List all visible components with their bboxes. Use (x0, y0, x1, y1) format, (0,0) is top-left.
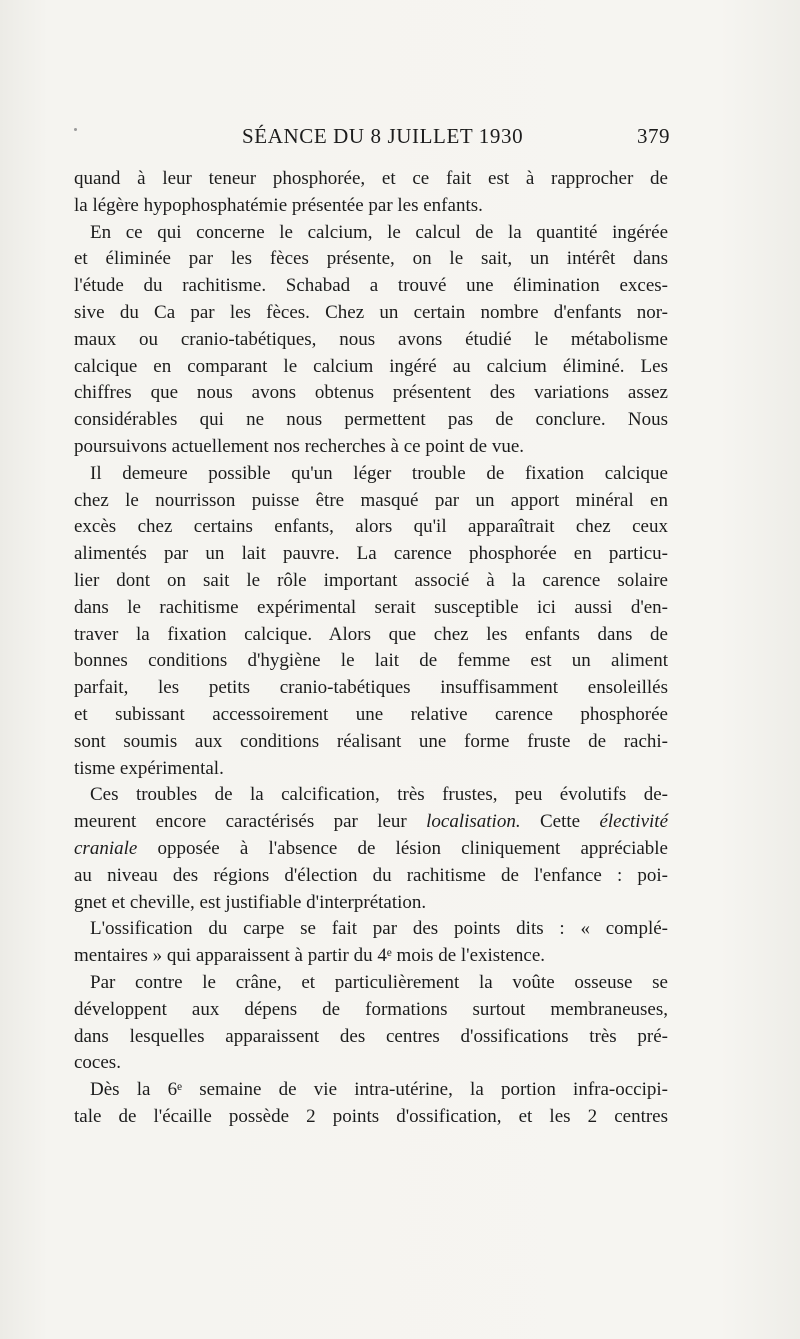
text-line (74, 595, 668, 622)
text-line (74, 220, 668, 247)
text-line (74, 1077, 668, 1104)
line-text: parfait, les petits cranio-tabétiques insuffisamment ensoleillés (74, 677, 668, 699)
line-text-after: opposée à l'absence de lésion cliniquement appréciable (137, 837, 668, 859)
text-line (74, 514, 668, 541)
running-title: SÉANCE DU 8 JUILLET 1930 (242, 124, 524, 148)
line-text: au niveau des régions d'élection du rachitisme de l'enfance : poi- (74, 864, 668, 886)
text-line (74, 809, 668, 836)
page-number: 379 (637, 124, 670, 148)
line-text: tale de l'écaille possède 2 points d'ossification, et les 2 centres (74, 1105, 668, 1127)
line-text: Il demeure possible qu'un léger trouble de fixation calcique (90, 462, 668, 484)
line-text: et subissant accessoirement une relative carence phosphorée (74, 703, 668, 725)
text-line (74, 434, 668, 461)
text-line (74, 327, 668, 354)
text-line (74, 890, 668, 917)
running-header (74, 124, 670, 154)
text-line (74, 568, 668, 595)
italic-term: craniale (74, 837, 138, 859)
text-line (74, 488, 668, 515)
line-text-after: Cette (520, 811, 600, 833)
text-line (74, 622, 668, 649)
text-line (74, 702, 668, 729)
text-line (74, 729, 668, 756)
line-text: bonnes conditions d'hygiène le lait de femme est un aliment (74, 650, 668, 672)
line-text: et éliminée par les fèces présente, on le sait, un intérêt dans (74, 248, 668, 270)
text-line (74, 354, 668, 381)
italic-term: électivité (599, 811, 668, 833)
line-text: En ce qui concerne le calcium, le calcul de la quantité ingérée (90, 221, 668, 243)
line-text: développent aux dépens de formations surtout membraneuses, (74, 998, 668, 1020)
line-text: Ces troubles de la calcification, très frustes, peu évolutifs de- (90, 784, 668, 806)
line-text: chez le nourrisson puisse être masqué par un apport minéral en (74, 489, 668, 511)
text-line (74, 916, 668, 943)
text-line (74, 461, 668, 488)
line-text: la légère hypophosphatémie présentée par les enfants. (74, 194, 483, 216)
line-text: considérables qui ne nous permettent pas de conclure. Nous (74, 409, 668, 431)
line-text: meurent encore caractérisés par leur (74, 811, 427, 833)
line-text: lier dont on sait le rôle important associé à la carence solaire (74, 569, 668, 591)
line-text: chiffres que nous avons obtenus présentent des variations assez (74, 382, 668, 404)
line-text: mentaires » qui apparaissent à partir du 4ᵉ mois de l'existence. (74, 945, 546, 967)
text-line (74, 970, 668, 997)
line-text: dans le rachitisme expérimental serait susceptible ici aussi d'en- (74, 596, 668, 618)
text-line (74, 863, 668, 890)
line-text: tisme expérimental. (74, 757, 224, 779)
text-line (74, 943, 668, 970)
text-line (74, 1104, 668, 1131)
line-text: poursuivons actuellement nos recherches à ce point de vue. (74, 435, 525, 457)
line-text: alimentés par un lait pauvre. La carence phosphorée en particu- (74, 543, 668, 565)
line-text: Par contre le crâne, et particulièrement la voûte osseuse se (90, 971, 668, 993)
text-line (74, 273, 668, 300)
text-line (74, 1024, 668, 1051)
line-text: coces. (74, 1052, 121, 1074)
text-line (74, 997, 668, 1024)
line-text: sive du Ca par les fèces. Chez un certain nombre d'enfants nor- (74, 301, 668, 323)
line-text: traver la fixation calcique. Alors que chez les enfants dans de (74, 623, 668, 645)
text-line (74, 407, 668, 434)
text-line (74, 193, 668, 220)
text-line (74, 541, 668, 568)
line-text: Dès la 6ᵉ semaine de vie intra-utérine, la portion infra-occipi- (90, 1079, 668, 1101)
line-text: excès chez certains enfants, alors qu'il apparaîtrait chez ceux (74, 516, 668, 538)
text-line (74, 675, 668, 702)
text-line (74, 648, 668, 675)
line-text: maux ou cranio-tabétiques, nous avons étudié le métabolisme (74, 328, 668, 350)
line-text: L'ossification du carpe se fait par des points dits : « complé- (90, 918, 668, 940)
line-text: l'étude du rachitisme. Schabad a trouvé une élimination exces- (74, 275, 668, 297)
text-line (74, 300, 668, 327)
text-line (74, 1050, 668, 1077)
line-text: quand à leur teneur phosphorée, et ce fait est à rapprocher de (74, 168, 668, 189)
text-line (74, 782, 668, 809)
text-line (74, 246, 668, 273)
line-text: dans lesquelles apparaissent des centres d'ossifications très pré- (74, 1025, 668, 1047)
italic-term: localisation. (426, 811, 521, 833)
body-text (74, 166, 668, 1131)
text-line (74, 756, 668, 783)
line-text: calcique en comparant le calcium ingéré au calcium éliminé. Les (74, 355, 668, 377)
line-text: gnet et cheville, est justifiable d'interprétation. (74, 891, 427, 913)
text-line (74, 380, 668, 407)
text-line (74, 166, 668, 193)
text-line (74, 836, 668, 863)
line-text: sont soumis aux conditions réalisant une forme fruste de rachi- (74, 730, 668, 752)
